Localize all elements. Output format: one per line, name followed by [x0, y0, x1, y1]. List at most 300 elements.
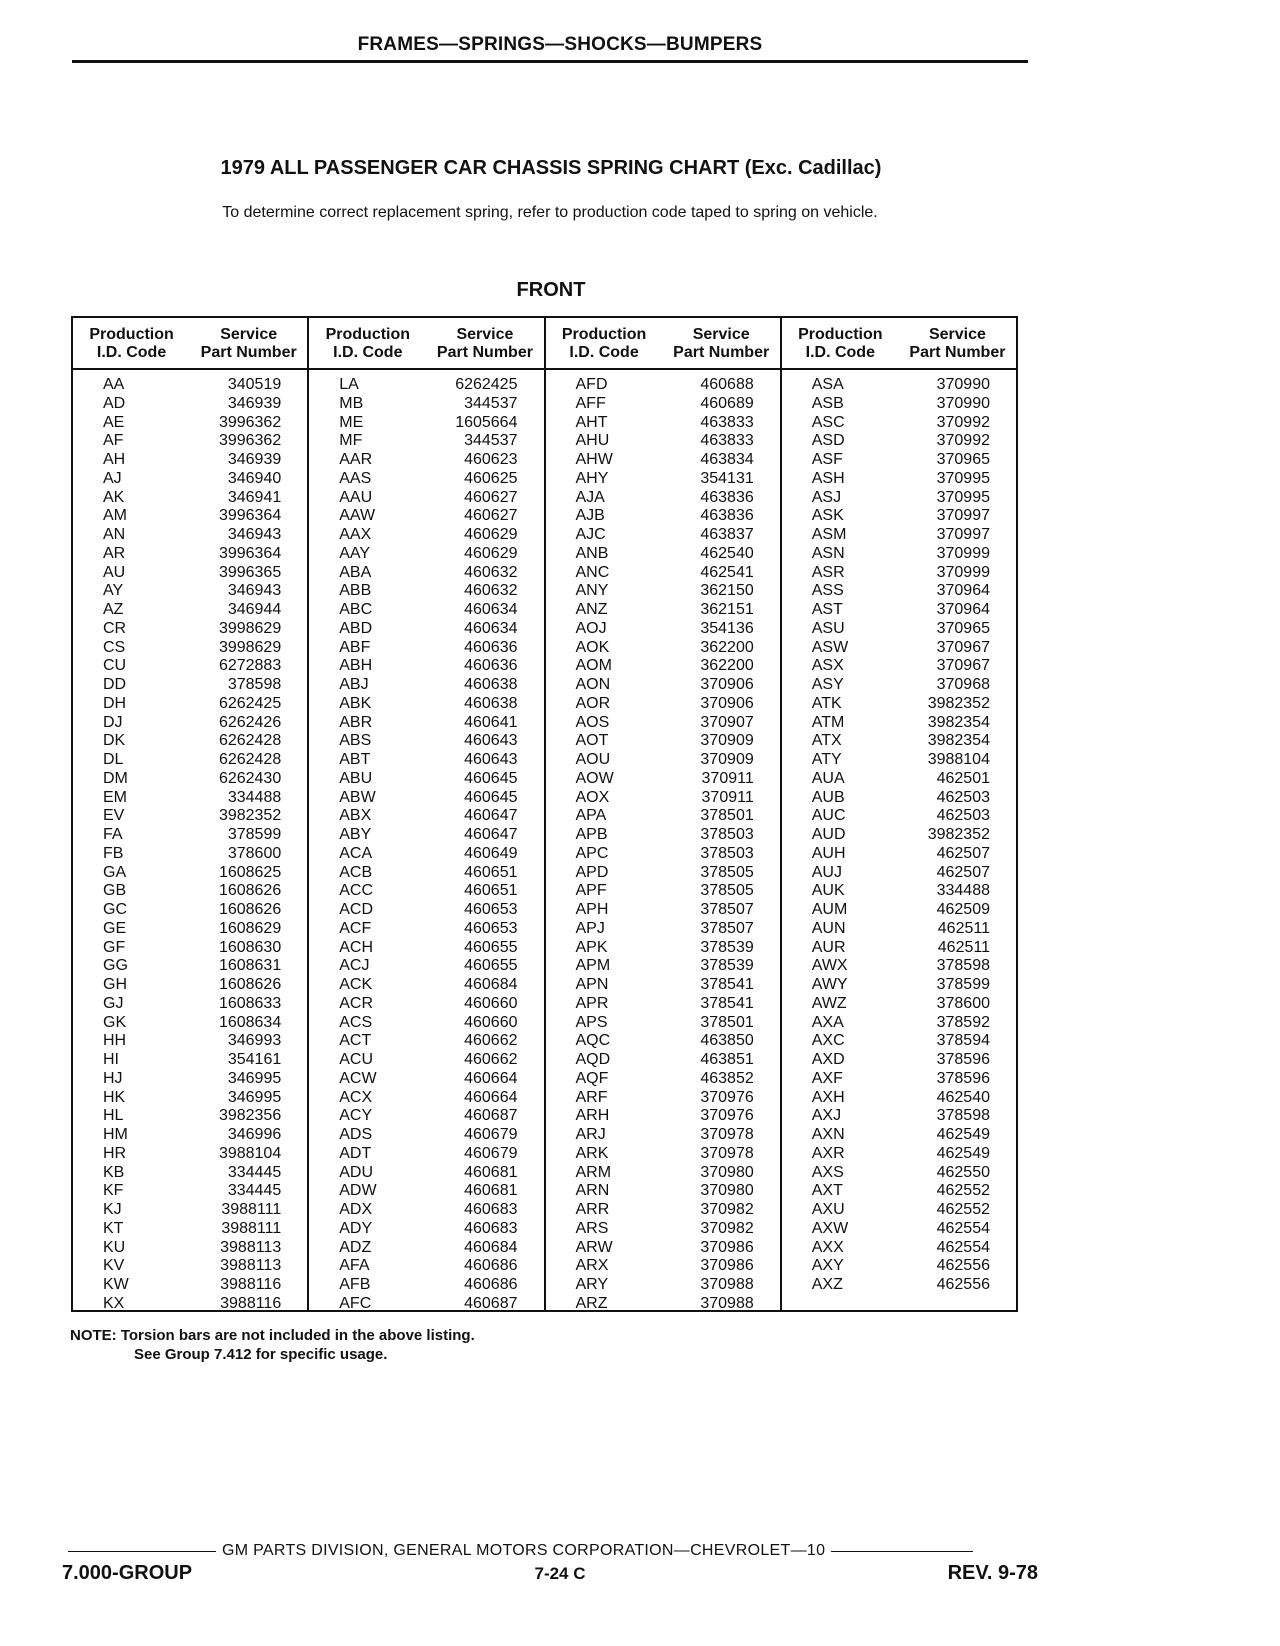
table-row [546, 1032, 780, 1051]
production-code: ABH [339, 657, 373, 675]
service-part-number: 370976 [700, 1088, 754, 1106]
production-code: ASF [811, 451, 843, 468]
service-part-number: 462554 [936, 1219, 990, 1237]
service-part-number: 378596 [936, 1069, 990, 1087]
production-code: KF [103, 1182, 124, 1200]
service-part-number: 346993 [227, 1032, 282, 1050]
table-row [546, 751, 780, 770]
table-row [782, 620, 1016, 639]
table-row [546, 489, 780, 508]
production-code: AXN [811, 1126, 845, 1143]
table-row [73, 1089, 307, 1108]
table-row [546, 770, 780, 789]
table-row [782, 920, 1016, 939]
service-part-number: 346939 [227, 451, 282, 468]
table-row [782, 639, 1016, 658]
note [70, 1326, 475, 1364]
header-text: Part Number [200, 344, 297, 361]
table-row [546, 939, 780, 958]
production-code: APA [575, 807, 607, 825]
table-row [309, 1107, 543, 1126]
production-code: ASK [811, 507, 844, 525]
service-part-number: 1608629 [218, 919, 282, 937]
table-row [309, 1032, 543, 1051]
production-code: AUC [811, 807, 846, 825]
production-code: ASX [811, 657, 844, 675]
service-part-number: 370997 [936, 526, 990, 543]
column-group [782, 318, 1016, 1310]
production-code: ABK [339, 694, 372, 712]
table-row [309, 526, 543, 545]
table-row [73, 1070, 307, 1089]
service-part-number: 370965 [936, 451, 990, 468]
production-code: AOT [575, 732, 609, 750]
production-code: ABC [339, 601, 373, 618]
service-part-number: 370992 [936, 413, 990, 431]
table-row [782, 414, 1016, 433]
table-row [546, 1051, 780, 1070]
service-part-number: 460662 [464, 1051, 518, 1068]
production-code: CU [103, 657, 127, 675]
production-code: AFF [575, 394, 606, 412]
service-part-number: 370997 [936, 507, 990, 525]
table-row [782, 1276, 1016, 1295]
production-code: ASH [811, 469, 845, 487]
table-row [73, 601, 307, 620]
production-code: ARM [575, 1163, 612, 1181]
service-part-number: 346995 [227, 1069, 282, 1087]
table-row [782, 526, 1016, 545]
service-part-number: 6262426 [218, 713, 282, 731]
service-part-number: 378539 [700, 938, 754, 956]
service-part-number: 460651 [464, 882, 518, 900]
production-code: ARR [575, 1201, 610, 1218]
production-code: ABB [339, 582, 372, 600]
service-part-number: 378598 [227, 676, 282, 693]
production-code: ARH [575, 1107, 610, 1125]
service-part-number: 1608626 [218, 901, 282, 918]
service-part-number: 378594 [936, 1032, 990, 1050]
table-row [546, 845, 780, 864]
table-row [73, 732, 307, 751]
service-part-number: 370988 [700, 1276, 754, 1293]
service-part-number: 460645 [464, 788, 518, 806]
production-code: ACY [339, 1107, 373, 1125]
production-code: ABW [339, 788, 376, 806]
table-row [782, 1257, 1016, 1276]
header-text: Production [798, 326, 883, 343]
service-part-number: 6262425 [455, 376, 518, 393]
service-part-number: 6262428 [218, 751, 282, 768]
production-code: AUM [811, 901, 848, 918]
table-row [73, 1220, 307, 1239]
production-code: AHT [575, 413, 608, 431]
service-part-number: 344537 [464, 394, 518, 412]
service-part-number: 1608626 [218, 882, 282, 900]
production-code: KW [103, 1276, 129, 1293]
service-part-number: 370980 [700, 1163, 754, 1181]
service-part-number: 3996364 [218, 507, 282, 525]
service-part-number: 460645 [464, 769, 518, 787]
service-part-number: 460679 [464, 1126, 518, 1143]
service-part-number: 334488 [936, 882, 990, 900]
service-part-number: 370911 [701, 788, 754, 806]
header-text: Service [692, 326, 750, 343]
table-row [73, 489, 307, 508]
section-label-front: FRONT [516, 279, 586, 301]
production-code: DH [103, 694, 127, 712]
production-code: ABX [339, 807, 372, 825]
table-row [782, 451, 1016, 470]
production-code: KU [103, 1238, 126, 1256]
table-row [546, 1145, 780, 1164]
table-row [546, 376, 780, 395]
production-code: ADT [339, 1144, 372, 1162]
service-part-number: 460623 [464, 451, 518, 468]
service-part-number: 463851 [700, 1051, 754, 1068]
service-part-number: 3982352 [927, 826, 990, 843]
service-part-number: 463833 [700, 432, 754, 450]
table-row [309, 864, 543, 883]
production-code: ARJ [575, 1126, 606, 1143]
service-part-number: 378541 [700, 994, 754, 1012]
table-row [309, 1239, 543, 1258]
header-text: Part Number [436, 344, 533, 361]
table-row [73, 620, 307, 639]
table-row [73, 770, 307, 789]
column-header [546, 318, 780, 370]
production-code: APC [575, 844, 609, 862]
production-code: ASC [811, 413, 845, 431]
service-part-number: 462503 [936, 788, 990, 806]
service-part-number: 378600 [936, 994, 990, 1012]
service-part-number: 3988116 [220, 1276, 282, 1293]
production-code: CS [103, 638, 126, 656]
header-text: Part Number [909, 344, 1006, 361]
table-row [73, 1051, 307, 1070]
production-code: DK [103, 732, 126, 750]
production-code: AQC [575, 1032, 611, 1050]
table-row [309, 976, 543, 995]
service-part-number: 462540 [700, 544, 754, 562]
production-code: ANB [575, 544, 609, 562]
table-row [782, 1089, 1016, 1108]
service-part-number: 3998629 [218, 638, 282, 656]
production-code: AHW [575, 451, 613, 468]
production-code: KV [103, 1257, 125, 1275]
service-part-number: 460660 [464, 1013, 518, 1031]
table-row [73, 1145, 307, 1164]
production-code: AFC [339, 1294, 372, 1312]
table-row [782, 845, 1016, 864]
service-part-number: 370909 [700, 732, 754, 750]
production-code: ASJ [811, 488, 842, 506]
header-service-part-number [426, 318, 543, 368]
table-row [546, 864, 780, 883]
service-part-number: 3996364 [218, 544, 282, 562]
production-code: HM [103, 1126, 128, 1143]
production-code: AXD [811, 1051, 845, 1068]
table-row [73, 807, 307, 826]
service-part-number: 378501 [700, 807, 754, 825]
service-part-number: 370906 [700, 694, 754, 712]
production-code: AE [103, 413, 125, 431]
table-row [782, 1032, 1016, 1051]
table-row [546, 732, 780, 751]
service-part-number: 378507 [700, 919, 754, 937]
table-row [309, 1182, 543, 1201]
production-code: GB [103, 882, 127, 900]
service-part-number: 362200 [700, 638, 754, 656]
table-row [309, 995, 543, 1014]
service-part-number: 460636 [464, 638, 518, 656]
production-code: HH [103, 1032, 127, 1050]
service-part-number: 3988104 [927, 751, 990, 768]
production-code: ARW [575, 1238, 613, 1256]
table-row [309, 1014, 543, 1033]
production-code: ADU [339, 1163, 374, 1181]
production-code: ATX [811, 732, 842, 750]
service-part-number: 378505 [700, 863, 754, 881]
service-part-number: 460627 [464, 507, 518, 525]
service-part-number: 460653 [464, 901, 518, 918]
service-part-number: 462550 [936, 1163, 990, 1181]
production-code: DL [103, 751, 124, 768]
table-row [73, 1032, 307, 1051]
table-row [73, 1257, 307, 1276]
table-row [73, 695, 307, 714]
production-code: AXA [811, 1013, 844, 1031]
production-code: AUH [811, 844, 846, 862]
service-part-number: 346939 [227, 394, 282, 412]
production-code: ACR [339, 994, 374, 1012]
production-code: APH [575, 901, 609, 918]
header-production-code [309, 318, 426, 368]
production-code: KT [103, 1219, 124, 1237]
table-row [309, 1126, 543, 1145]
service-part-number: 462549 [936, 1126, 990, 1143]
table-row [73, 995, 307, 1014]
service-part-number: 460684 [464, 976, 518, 993]
production-code: ACS [339, 1013, 373, 1031]
service-part-number: 334445 [227, 1182, 282, 1200]
production-code: ASB [811, 394, 844, 412]
table-row [546, 1295, 780, 1314]
service-part-number: 362151 [700, 601, 754, 618]
production-code: GF [103, 938, 126, 956]
service-part-number: 370995 [936, 488, 990, 506]
table-row [73, 882, 307, 901]
header-text: Production [561, 326, 647, 343]
table-row [309, 657, 543, 676]
service-part-number: 6272883 [218, 657, 282, 675]
table-row [782, 751, 1016, 770]
service-part-number: 462556 [936, 1257, 990, 1275]
table-row [546, 676, 780, 695]
production-code: ABR [339, 713, 373, 731]
production-code: AA [103, 376, 125, 393]
service-part-number: 378592 [936, 1013, 990, 1031]
production-code: AXS [811, 1163, 844, 1181]
column-group [73, 318, 309, 1310]
service-part-number: 370999 [936, 563, 990, 581]
chart-title: 1979 ALL PASSENGER CAR CHASSIS SPRING CHART (Exc. Cadillac) [220, 157, 882, 179]
table-row [73, 864, 307, 883]
table-row [309, 714, 543, 733]
service-part-number: 370980 [700, 1182, 754, 1200]
production-code: ASW [811, 638, 849, 656]
table-row [546, 1014, 780, 1033]
production-code: ACD [339, 901, 374, 918]
table-row [73, 976, 307, 995]
table-row [782, 714, 1016, 733]
production-code: AFD [575, 376, 608, 393]
table-row [309, 1220, 543, 1239]
table-row [73, 920, 307, 939]
service-part-number: 460638 [464, 694, 518, 712]
production-code: AUD [811, 826, 846, 843]
service-part-number: 378503 [700, 844, 754, 862]
column-group [309, 318, 545, 1310]
production-code: ACJ [339, 957, 370, 975]
service-part-number: 462541 [700, 563, 754, 581]
service-part-number: 370907 [700, 713, 754, 731]
service-part-number: 3982352 [218, 807, 282, 825]
table-row [782, 826, 1016, 845]
table-row [73, 957, 307, 976]
table-row [309, 564, 543, 583]
table-row [546, 1089, 780, 1108]
production-code: HI [103, 1051, 119, 1068]
header-text: Service [220, 326, 278, 343]
footer-division-line [68, 1542, 1038, 1560]
service-part-number: 370968 [936, 676, 990, 693]
production-code: MF [339, 432, 363, 450]
table-row [309, 732, 543, 751]
service-part-number: 460689 [700, 394, 754, 412]
production-code: AXF [811, 1069, 843, 1087]
column-header [309, 318, 543, 370]
table-row [73, 526, 307, 545]
production-code: AZ [103, 601, 124, 618]
production-code: AHY [575, 469, 609, 487]
service-part-number: 346995 [227, 1088, 282, 1106]
production-code: APJ [575, 919, 605, 937]
table-row [309, 770, 543, 789]
production-code: MB [339, 394, 364, 412]
table-row [546, 1126, 780, 1145]
production-code: AAS [339, 469, 372, 487]
table-row [546, 545, 780, 564]
service-part-number: 462549 [936, 1144, 990, 1162]
header-text: Service [928, 326, 986, 343]
service-part-number: 460649 [464, 844, 518, 862]
table-row [73, 1276, 307, 1295]
production-code: AH [103, 451, 126, 468]
service-part-number: 334488 [227, 788, 282, 806]
production-code: AUN [811, 919, 846, 937]
table-row [546, 639, 780, 658]
table-row [782, 657, 1016, 676]
service-part-number: 3996362 [218, 413, 282, 431]
production-code: ACU [339, 1051, 374, 1068]
table-row [309, 1276, 543, 1295]
service-part-number: 462511 [937, 938, 990, 956]
production-code: ATK [811, 694, 842, 712]
production-code: AJB [575, 507, 605, 525]
production-code: AUR [811, 938, 846, 956]
table-row [782, 1239, 1016, 1258]
service-part-number: 463833 [700, 413, 754, 431]
production-code: ACX [339, 1088, 373, 1106]
service-part-number: 370976 [700, 1107, 754, 1125]
production-code: ARY [575, 1276, 609, 1293]
service-part-number: 3996362 [218, 432, 282, 450]
production-code: APF [575, 882, 607, 900]
table-row [782, 564, 1016, 583]
service-part-number: 460655 [464, 938, 518, 956]
footer-group: 7.000-GROUP [62, 1562, 193, 1584]
production-code: ABS [339, 732, 372, 750]
table-row [309, 545, 543, 564]
service-part-number: 3988111 [221, 1201, 282, 1218]
production-code: APK [575, 938, 608, 956]
column-header [782, 318, 1016, 370]
service-part-number: 370967 [936, 657, 990, 675]
service-part-number: 3988104 [218, 1144, 282, 1162]
production-code: AUA [811, 769, 845, 787]
table-row [782, 1201, 1016, 1220]
production-code: ABD [339, 619, 373, 637]
table-row [782, 882, 1016, 901]
production-code: AOU [575, 751, 611, 768]
table-row [73, 432, 307, 451]
production-code: AXJ [811, 1107, 842, 1125]
service-part-number: 3988111 [221, 1219, 282, 1237]
table-row [782, 432, 1016, 451]
table-row [782, 507, 1016, 526]
service-part-number: 362150 [700, 582, 754, 600]
production-code: AWZ [811, 994, 847, 1012]
header-text: Production [325, 326, 411, 343]
production-code: AM [103, 507, 127, 525]
production-code: AUK [811, 882, 845, 900]
production-code: GE [103, 919, 127, 937]
production-code: ASD [811, 432, 845, 450]
service-part-number: 362200 [700, 657, 754, 675]
production-code: AQD [575, 1051, 611, 1068]
production-code: AON [575, 676, 611, 693]
production-code: AXT [811, 1182, 843, 1200]
service-part-number: 370995 [936, 469, 990, 487]
table-row [309, 676, 543, 695]
service-part-number: 460632 [464, 563, 518, 581]
service-part-number: 370911 [701, 769, 754, 787]
table-row [782, 1220, 1016, 1239]
table-row [546, 432, 780, 451]
table-row [73, 901, 307, 920]
table-row [73, 1182, 307, 1201]
production-code: APR [575, 994, 609, 1012]
table-row [782, 939, 1016, 958]
footer-page-number: 7-24 C [534, 1564, 586, 1583]
production-code: HL [103, 1107, 124, 1125]
production-code: ABY [339, 826, 372, 843]
service-part-number: 460660 [464, 994, 518, 1012]
table-row [73, 1201, 307, 1220]
footer-rule-left [68, 1551, 216, 1552]
table-row [309, 395, 543, 414]
